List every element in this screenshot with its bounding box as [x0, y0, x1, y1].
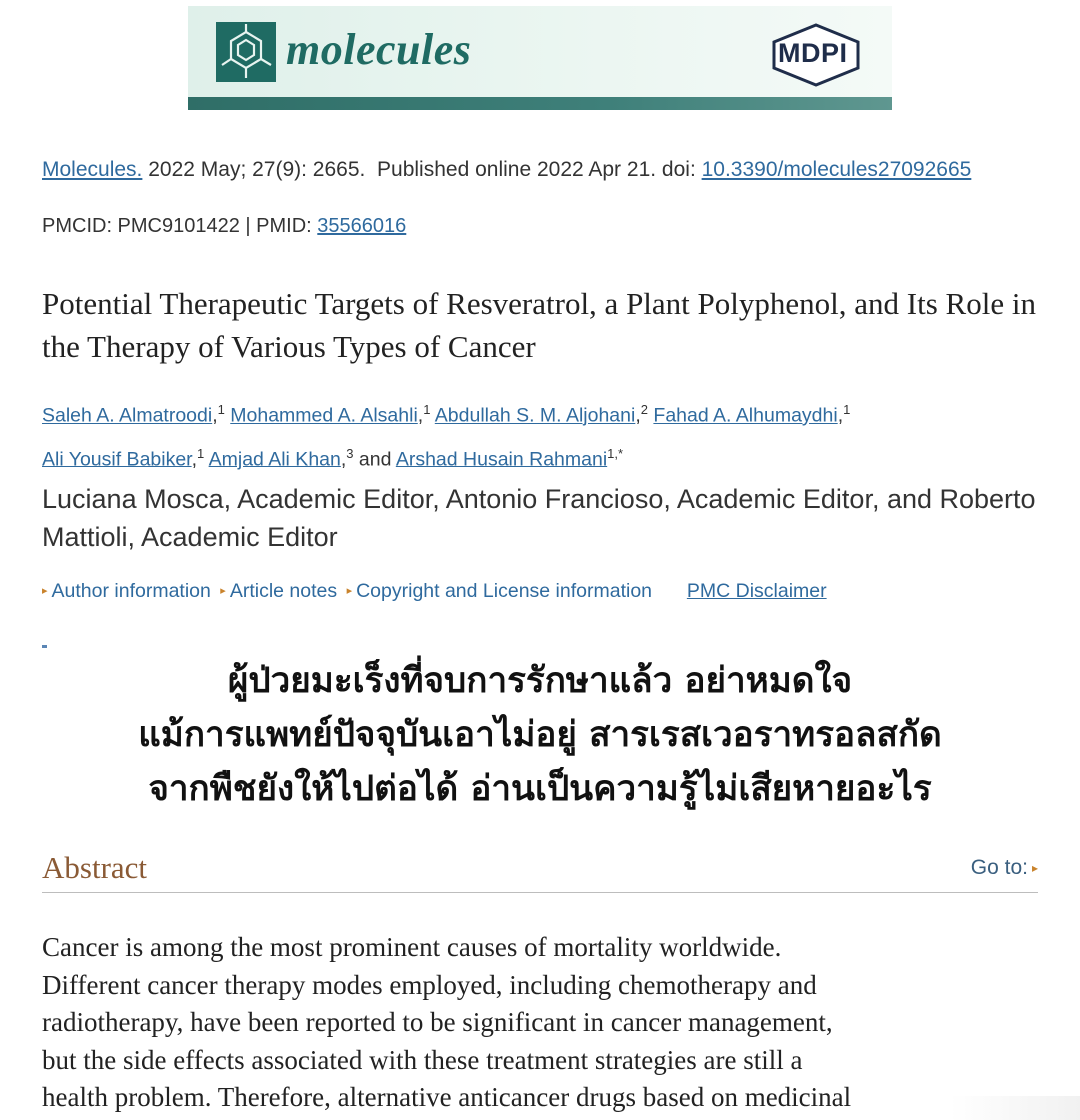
journal-banner: [188, 6, 892, 110]
pmc-disclaimer-link[interactable]: PMC Disclaimer: [686, 580, 827, 602]
go-to-label: Go to:: [970, 856, 1028, 879]
pmid-link[interactable]: 35566016: [317, 215, 407, 237]
author-link[interactable]: Arshad Husain Rahmani: [395, 448, 608, 470]
copyright-link[interactable]: Copyright and License information: [356, 580, 653, 602]
triangle-right-icon: ▸: [346, 585, 353, 597]
affiliation-marker: 2: [640, 402, 648, 417]
author-link[interactable]: Saleh A. Almatroodi: [42, 404, 213, 427]
decorative-tick: [42, 645, 47, 648]
academic-editors: Luciana Mosca, Academic Editor, Antonio Francioso, Academic Editor, and Roberto Mattioli, Academic Editor: [42, 484, 1036, 552]
affiliation-marker: 3: [346, 445, 354, 461]
author-information-link[interactable]: Author information: [51, 580, 211, 602]
publisher-logo-text: MDPI: [778, 38, 848, 68]
article-title: Potential Therapeutic Targets of Resveratrol, a Plant Polyphenol, and Its Role in the Therapy of Various Types of Cancer: [42, 286, 1036, 364]
author-link[interactable]: Mohammed A. Alsahli: [230, 404, 418, 427]
go-to-menu[interactable]: [971, 856, 1038, 880]
affiliation-marker: 1,*: [607, 445, 624, 461]
author-link[interactable]: Fahad A. Alhumaydhi: [653, 404, 838, 427]
overlay-line: จากพืชยังให้ไปต่อได้ อ่านเป็นความรู้ไม่เสียหายอะไร: [148, 769, 932, 809]
overlay-caption: [20, 654, 1060, 816]
abstract-heading: Abstract: [42, 850, 148, 885]
pmcid-text: PMCID: PMC9101422 | PMID:: [42, 215, 318, 237]
triangle-right-icon: ▸: [220, 585, 226, 597]
triangle-right-icon: ▸: [42, 585, 48, 597]
abstract-header: [42, 850, 1038, 893]
affiliation-marker: 1: [843, 402, 851, 417]
affiliation-marker: 1: [217, 402, 225, 417]
author-link[interactable]: Ali Yousif Babiker: [42, 448, 192, 470]
author-link[interactable]: Amjad Ali Khan: [208, 448, 341, 470]
citation-line: [42, 158, 971, 182]
affiliation-marker: 1: [423, 402, 431, 417]
abstract-line: radiotherapy, have been reported to be significant in cancer management,: [42, 1007, 833, 1037]
author-list: Saleh A. Almatroodi,$^1$ Mohammed A. Alsahli,$^1$ Abdullah S. M. Aljohani,$^2$ Fahad A. Alhumaydhi,$^1$ Ali Yousif Babiker,$^1$ Amjad Ali Khan,$^3$ and Arshad Husain Rahmani$^{1,*}$: [42, 402, 851, 470]
molecule-logo-icon: [216, 22, 276, 82]
author-and: and: [353, 448, 396, 470]
journal-link[interactable]: Molecules.: [42, 158, 143, 181]
triangle-right-icon: ▸: [1031, 861, 1038, 875]
overlay-line: แม้การแพทย์ปัจจุบันเอาไม่อยู่ สารเรสเวอราทรอลสกัด: [138, 715, 942, 755]
article-notes-link[interactable]: Article notes: [229, 580, 338, 602]
overlay-line: ผู้ป่วยมะเร็งที่จบการรักษาแล้ว อย่าหมดใจ: [227, 661, 853, 701]
abstract-line: Cancer is among the most prominent causes of mortality worldwide.: [42, 932, 782, 962]
journal-logo-text: molecules: [286, 25, 472, 74]
abstract-line: Different cancer therapy modes employed, including chemotherapy and: [42, 969, 817, 1000]
doi-link[interactable]: 10.3390/molecules27092665: [701, 158, 972, 181]
abstract-body: [42, 929, 1052, 1117]
bottom-fade: [950, 1096, 1080, 1120]
citation-text: 2022 May; 27(9): 2665. Published online 2022 Apr 21. doi:: [142, 158, 702, 181]
affiliation-marker: 1: [197, 445, 205, 461]
abstract-line: health problem. Therefore, alternative anticancer drugs based on medicinal: [42, 1082, 852, 1112]
abstract-line: but the side effects associated with these treatment strategies are still a: [42, 1044, 803, 1075]
author-link[interactable]: Abdullah S. M. Aljohani: [434, 404, 636, 427]
article-info-links: [42, 580, 827, 603]
identifier-line: [42, 215, 406, 238]
banner-stripe: [188, 97, 892, 110]
